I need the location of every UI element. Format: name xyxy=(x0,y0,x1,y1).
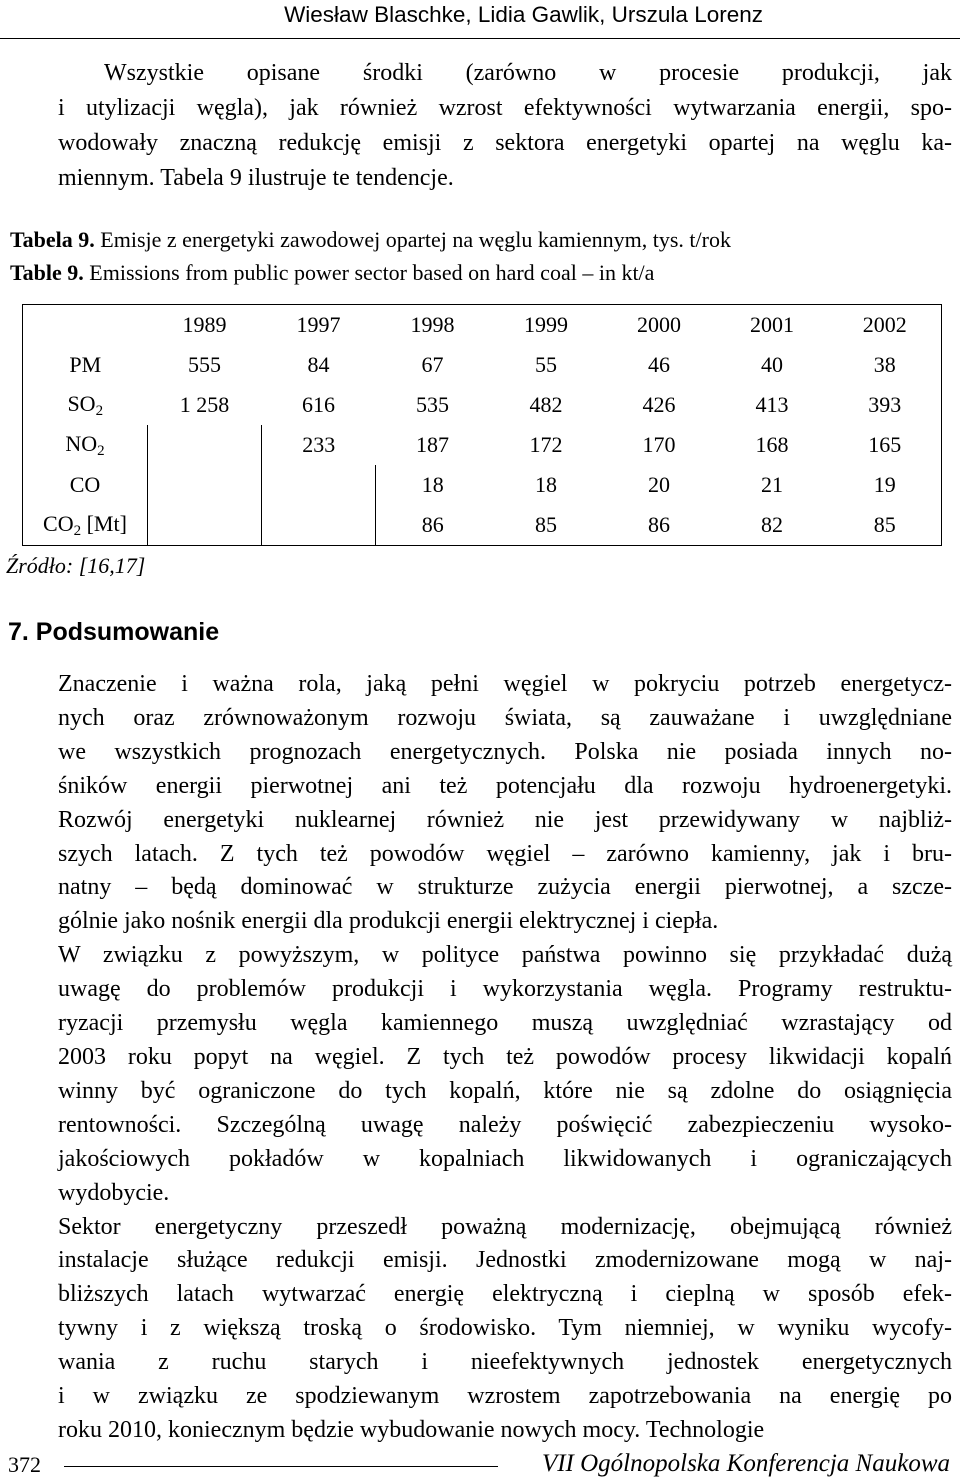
text-line: śników energii pierwotnej ani też potencjału dla rozwoju hydroenergetyki. xyxy=(58,772,952,799)
text-line: Sektor energetyczny przeszedł poważną modernizację, obejmującą również xyxy=(58,1213,952,1240)
table-corner-cell xyxy=(23,305,148,346)
pollutant-unit: [Mt] xyxy=(81,510,127,536)
value-cell: 85 xyxy=(490,505,603,546)
caption-en-label: Table 9. xyxy=(10,260,84,285)
empty-value-cell xyxy=(148,465,262,505)
pollutant-label-cell xyxy=(23,505,148,546)
table-row xyxy=(23,345,942,385)
running-header-authors: Wiesław Blaschke, Lidia Gawlik, Urszula Lorenz xyxy=(284,2,763,27)
pollutant-name: CO xyxy=(43,510,74,536)
pollutant-subscript: 2 xyxy=(97,442,105,459)
emissions-table xyxy=(22,304,942,546)
text-line: wydobycie. xyxy=(58,1179,170,1206)
text-line: instalacje służące redukcji emisji. Jednostki zmodernizowane mogą w naj- xyxy=(58,1247,952,1274)
table-row xyxy=(23,465,942,505)
table-row xyxy=(23,505,942,546)
year-header-cell: 2001 xyxy=(716,305,829,346)
source-note: Źródło: [16,17] xyxy=(6,553,146,578)
value-cell: 20 xyxy=(648,472,670,497)
value-cell: 67 xyxy=(421,352,444,377)
pollutant-subscript: 2 xyxy=(95,402,104,419)
pollutant-name: PM xyxy=(69,352,102,377)
table-row xyxy=(23,425,942,465)
empty-value-cell xyxy=(262,505,376,546)
value-cell: 18 xyxy=(535,472,557,497)
page-number: 372 xyxy=(8,1452,41,1477)
text-line: Rozwój energetyki nuklearnej również nie jest przewidywany w najbliż- xyxy=(58,806,952,833)
text-line: nych oraz zrównoważonym rozwoju świata, są zauważane i uwzględniane xyxy=(58,704,952,731)
year-header-cell: 1999 xyxy=(490,305,603,346)
year-header-cell: 2002 xyxy=(829,305,942,346)
value-cell: 426 xyxy=(642,392,676,417)
value-cell: 168 xyxy=(755,432,789,457)
value-cell: 86 xyxy=(603,505,716,546)
empty-value-cell xyxy=(262,465,376,505)
caption-polish xyxy=(10,223,950,256)
year-header-cell: 2000 xyxy=(603,305,716,346)
text-line: uwagę do problemów produkcji i wykorzystania węgla. Programy restruktu- xyxy=(58,976,952,1003)
pollutant-subscript: 2 xyxy=(73,522,82,539)
footer-rule xyxy=(64,1466,498,1467)
pollutant-label-cell xyxy=(23,345,148,385)
value-cell: 172 xyxy=(529,432,563,457)
text-line: miennym. Tabela 9 ilustruje te tendencje. xyxy=(58,165,454,191)
section-title: 7. Podsumowanie xyxy=(8,618,220,646)
text-line: jakościowych pokładów w kopalniach likwidowanych i ograniczających xyxy=(58,1145,952,1172)
empty-value-cell xyxy=(148,425,262,465)
text-line: i w związku ze spodziewanym wzrostem zapotrzebowania na energię po xyxy=(58,1383,952,1410)
text-line: natny – będą dominować w strukturze zużycia energii pierwotnej, a szcze- xyxy=(58,874,952,901)
intro-paragraph xyxy=(58,56,952,196)
year-header-cell: 1998 xyxy=(376,305,490,346)
text-line: winny być ograniczone do tych kopalń, które nie są zdolne do osiągnięcia xyxy=(58,1077,952,1104)
text-line: i utylizacji węgla), jak również wzrost efektywności wytwarzania energii, spo- xyxy=(58,95,952,121)
year-header-cell: 1989 xyxy=(148,305,262,346)
pollutant-name: SO xyxy=(67,390,96,416)
value-cell: 84 xyxy=(307,352,330,377)
value-cell: 555 xyxy=(188,352,221,377)
text-line: tywny i z większą troską o środowisko. Tym niemniej, w wyniku wycofy- xyxy=(58,1315,952,1342)
text-line: bliższych latach wytwarzać energię elektryczną i cieplną w sposób efek- xyxy=(58,1281,952,1308)
text-line: Wszystkie opisane środki (zarówno w procesie produkcji, jak xyxy=(104,60,952,86)
text-line: W związku z powyższym, w polityce państwa powinno się przykładać dużą xyxy=(58,942,952,969)
caption-en-text: Emissions from public power sector based on hard coal – in kt/a xyxy=(89,260,655,285)
text-line: wodowały znaczną redukcję emisji z sektora energetyki opartej na węglu ka- xyxy=(58,130,952,156)
value-cell: 55 xyxy=(535,352,557,377)
value-cell: 18 xyxy=(421,472,444,497)
value-cell: 165 xyxy=(829,425,942,465)
value-cell: 413 xyxy=(755,392,789,417)
value-cell: 482 xyxy=(529,392,563,417)
value-cell: 616 xyxy=(302,392,335,417)
caption-pl-text: Emisje z energetyki zawodowej opartej na węglu kamiennym, tys. t/rok xyxy=(100,227,731,252)
text-line: roku 2010, koniecznym będzie wybudowanie nowych mocy. Technologie xyxy=(58,1416,765,1443)
empty-value-cell xyxy=(148,505,262,546)
text-line: Znaczenie i ważna rola, jaką pełni węgiel w pokryciu potrzeb energetycz- xyxy=(58,671,952,697)
text-line: ryzacji przemysłu węgla kamiennego muszą uwzględniać wzrastający od xyxy=(58,1010,952,1037)
text-line: gólnie jako nośnik energii dla produkcji energii elektrycznej i ciepła. xyxy=(58,908,719,935)
value-cell: 86 xyxy=(376,505,490,546)
pollutant-label-cell xyxy=(23,465,148,505)
pollutant-label-cell xyxy=(23,385,148,425)
text-line: wania z ruchu starych i nieefektywnych jednostek energetycznych xyxy=(58,1349,952,1376)
text-line: rentowności. Szczególną uwagę należy poświęcić zabezpieczeniu wysoko- xyxy=(58,1111,952,1138)
value-cell: 38 xyxy=(829,345,942,385)
value-cell: 40 xyxy=(761,352,783,377)
table-row xyxy=(23,385,942,425)
value-cell: 19 xyxy=(829,465,942,505)
conference-name: VII Ogólnopolska Konferencja Naukowa xyxy=(541,1450,950,1477)
value-cell: 393 xyxy=(829,385,942,425)
table-caption xyxy=(10,223,950,289)
text-line: 2003 roku popyt na węgiel. Z tych też powodów procesy likwidacji kopalń xyxy=(58,1043,952,1070)
pollutant-name: NO xyxy=(65,430,98,456)
pollutant-name: CO xyxy=(69,472,101,497)
text-line: we wszystkich prognozach energetycznych. Polska nie posiada innych no- xyxy=(58,738,952,765)
value-cell: 170 xyxy=(642,432,676,457)
value-cell: 85 xyxy=(829,505,942,546)
summary-paragraph xyxy=(58,668,952,1448)
value-cell: 82 xyxy=(716,505,829,546)
pollutant-label-cell xyxy=(23,425,148,465)
value-cell: 1 258 xyxy=(179,392,230,417)
caption-pl-label: Tabela 9. xyxy=(10,227,95,252)
value-cell: 46 xyxy=(648,352,670,377)
table-header-row xyxy=(23,305,942,346)
caption-english xyxy=(10,256,950,289)
header-rule xyxy=(0,38,960,39)
value-cell: 21 xyxy=(761,472,783,497)
value-cell: 187 xyxy=(416,432,449,457)
value-cell: 535 xyxy=(416,392,449,417)
text-line: szych latach. Z tych też powodów węgiel – zarówno kamienny, jak i bru- xyxy=(58,840,952,867)
value-cell: 233 xyxy=(302,432,336,457)
year-header-cell: 1997 xyxy=(262,305,376,346)
